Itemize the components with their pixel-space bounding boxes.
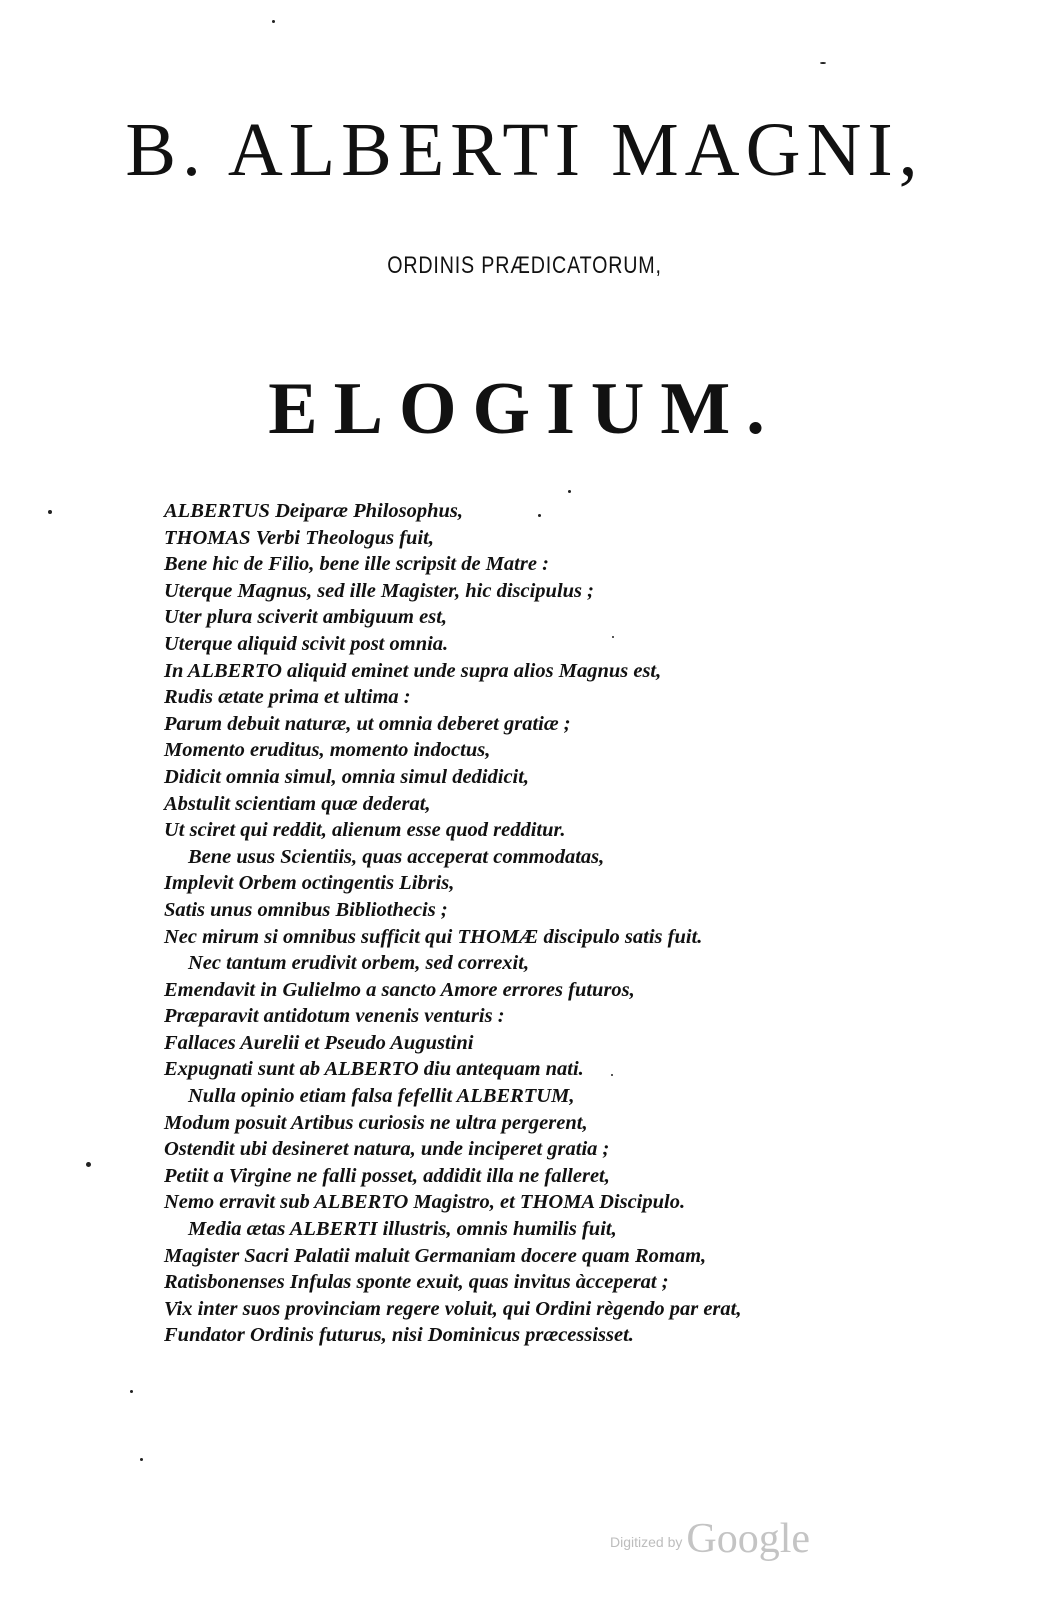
verse-line: Implevit Orbem octingentis Libris, <box>164 872 455 895</box>
verse-line: Nec mirum si omnibus sufficit qui THOMÆ discipulo satis fuit. <box>164 925 703 948</box>
scan-speck <box>130 1390 133 1393</box>
scan-speck <box>820 62 826 64</box>
google-logo: Google <box>686 1516 811 1562</box>
digitized-watermark <box>610 1500 810 1560</box>
verse-line: Ut sciret qui reddit, alienum esse quod redditur. <box>164 819 566 842</box>
scan-speck <box>568 490 571 493</box>
verse-line: Nemo erravit sub ALBERTO Magistro, et THOMA Discipulo. <box>164 1191 686 1214</box>
scan-speck <box>538 514 541 517</box>
verse-line: Fallaces Aurelii et Pseudo Augustini <box>164 1031 474 1054</box>
verse-list <box>164 498 884 1349</box>
verse-line: Uterque Magnus, sed ille Magister, hic discipulus ; <box>164 579 594 602</box>
page-subtitle: ORDINIS PRÆDICATORUM, <box>387 252 662 279</box>
verse-line: ALBERTUS Deiparæ Philosophus, <box>164 500 464 522</box>
verse-line: Fundator Ordinis futurus, nisi Dominicus præcessisset. <box>164 1324 634 1347</box>
verse-line: Nulla opinio etiam falsa fefellit ALBERTUM, <box>188 1085 575 1108</box>
verse-line: Petiit a Virgine ne falli posset, addidit illa ne falleret, <box>164 1164 610 1187</box>
verse-line: Magister Sacri Palatii maluit Germaniam docere quam Romam, <box>164 1244 707 1267</box>
verse-line: Media ætas ALBERTI illustris, omnis humilis fuit, <box>188 1218 617 1241</box>
verse-line: In ALBERTO aliquid eminet unde supra alios Magnus est, <box>164 659 662 682</box>
verse-line: Uter plura sciverit ambiguum est, <box>164 606 448 629</box>
watermark-prefix: Digitized by <box>610 1534 683 1550</box>
scan-speck <box>611 1074 613 1076</box>
verse-line: Rudis ætate prima et ultima : <box>164 686 411 709</box>
verse-line: Bene usus Scientiis, quas acceperat commodatas, <box>188 845 605 868</box>
verse-line: Didicit omnia simul, omnia simul dedidicit, <box>164 765 530 788</box>
scan-speck <box>86 1162 91 1167</box>
verse-line: Satis unus omnibus Bibliothecis ; <box>164 898 448 921</box>
verse-line: Ostendit ubi desineret natura, unde inciperet gratia ; <box>164 1138 610 1161</box>
verse-line: Emendavit in Gulielmo a sancto Amore errores futuros, <box>164 978 635 1001</box>
verse-line: Parum debuit naturæ, ut omnia deberet gratiæ ; <box>164 712 571 735</box>
verse-line: Bene hic de Filio, bene ille scripsit de Matre : <box>164 553 549 576</box>
verse-line: Momento eruditus, momento indoctus, <box>164 739 491 762</box>
verse-line: Nec tantum erudivit orbem, sed correxit, <box>188 952 530 975</box>
scan-speck <box>48 510 52 514</box>
verse-line: Expugnati sunt ab ALBERTO diu antequam nati. <box>164 1058 584 1081</box>
verse-line: Uterque aliquid scivit post omnia. <box>164 632 449 655</box>
scan-speck <box>272 20 275 23</box>
verse-line: Ratisbonenses Infulas sponte exuit, quas invitus àcceperat ; <box>164 1271 669 1294</box>
section-heading: ELOGIUM. <box>268 368 781 450</box>
page-title: B. ALBERTI MAGNI, <box>125 108 924 192</box>
scan-speck <box>612 636 614 638</box>
verse-line: Abstulit scientiam quæ dederat, <box>164 792 431 815</box>
verse-line: Modum posuit Artibus curiosis ne ultra pergerent, <box>164 1111 588 1134</box>
verse-line: Vix inter suos provinciam regere voluit, qui Ordini règendo par erat, <box>164 1297 742 1320</box>
verse-line: Præparavit antidotum venenis venturis : <box>164 1005 505 1028</box>
verse-line: THOMAS Verbi Theologus fuit, <box>164 526 434 549</box>
scan-speck <box>140 1458 143 1461</box>
